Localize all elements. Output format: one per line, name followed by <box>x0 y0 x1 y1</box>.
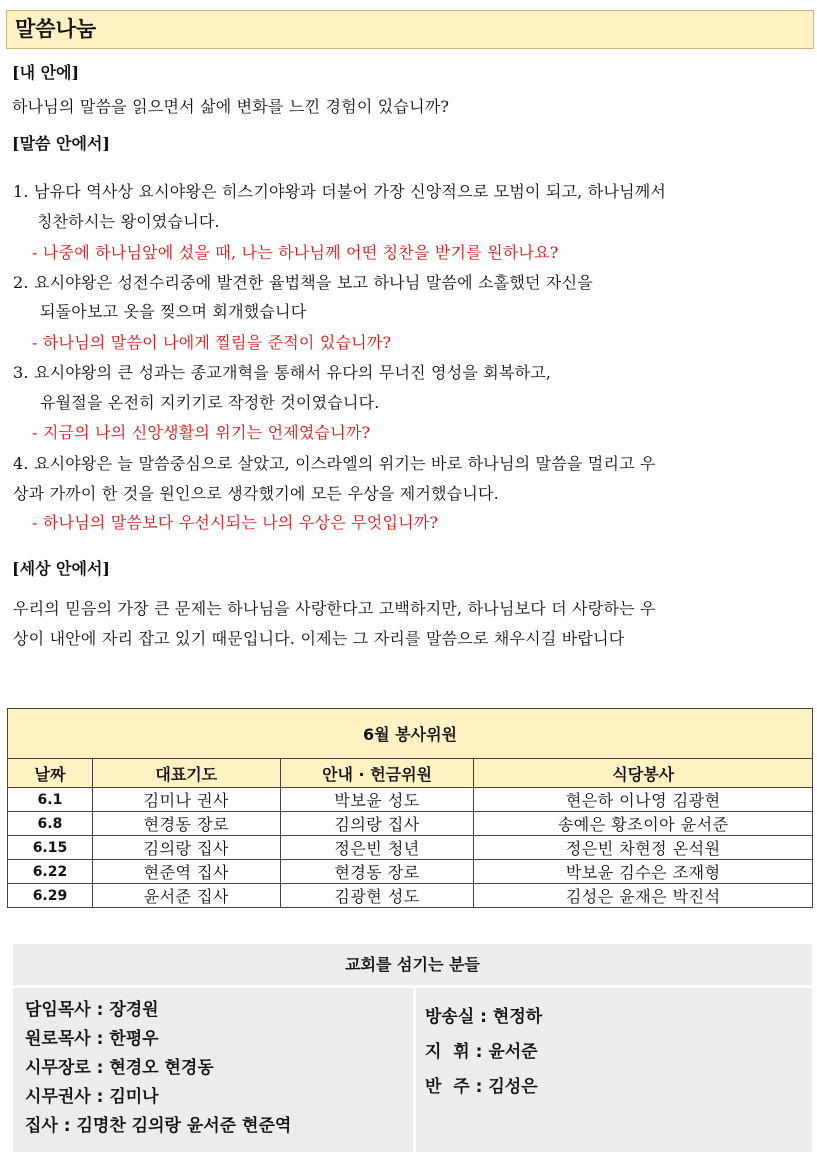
cell-kitchen: 김성은 윤재은 박진석 <box>474 884 813 908</box>
staff-conductor: 지 휘 : 윤서준 <box>425 1042 538 1062</box>
page-title: 말씀나눔 <box>6 10 814 49</box>
staff-divider-vertical <box>413 987 416 1152</box>
cell-date: 6.29 <box>8 884 93 908</box>
staff-elders: 시무장로 : 현경오 현경동 <box>25 1058 214 1078</box>
staff-box <box>13 944 812 1152</box>
staff-left-column <box>25 996 291 1141</box>
staff-deacons: 집사 : 김명찬 김의랑 윤서준 현준역 <box>25 1116 292 1136</box>
cell-prayer: 현경동 장로 <box>92 812 280 836</box>
world-line-2: 상이 내안에 자리 잡고 있기 때문입니다. 이제는 그 자리를 말씀으로 채우시길 바랍니다 <box>13 629 625 648</box>
cell-prayer: 윤서준 집사 <box>92 884 280 908</box>
column-header-usher: 안내 · 헌금위원 <box>280 759 474 788</box>
cell-date: 6.1 <box>8 788 93 812</box>
column-header-kitchen: 식당봉사 <box>474 759 813 788</box>
cell-usher: 정은빈 청년 <box>280 836 474 860</box>
section-heading-world: [세상 안에서] <box>12 559 110 578</box>
word-item-4-question: - 하나님의 말씀보다 우선시되는 나의 우상은 무엇입니까? <box>32 513 439 532</box>
word-item-1-question: - 나중에 하나님앞에 섰을 때, 나는 하나님께 어떤 칭찬을 받기를 원하나요? <box>32 243 559 262</box>
cell-date: 6.22 <box>8 860 93 884</box>
service-table <box>7 708 813 908</box>
word-item-2-line-2: 되돌아보고 옷을 찢으며 회개했습니다 <box>40 302 307 321</box>
staff-senior-pastor: 담임목사 : 장경원 <box>25 1000 159 1020</box>
table-row <box>8 812 813 836</box>
word-item-4-line-1: 4. 요시야왕은 늘 말씀중심으로 살았고, 이스라엘의 위기는 바로 하나님의 말씀을 멀리고 우 <box>13 454 656 473</box>
cell-kitchen: 송예은 황조이아 윤서준 <box>474 812 813 836</box>
section-heading-word: [말씀 안에서] <box>12 134 110 153</box>
column-header-date: 날짜 <box>8 759 93 788</box>
cell-kitchen: 현은하 이나영 김광현 <box>474 788 813 812</box>
table-row <box>8 836 813 860</box>
word-item-3-line-2: 유월절을 온전히 지키기로 작정한 것이였습니다. <box>40 393 380 412</box>
service-table-caption: 6월 봉사위원 <box>8 709 813 759</box>
staff-right-column <box>425 1000 542 1105</box>
cell-kitchen: 정은빈 차현정 온석원 <box>474 836 813 860</box>
word-item-1-line-2: 칭찬하시는 왕이였습니다. <box>37 212 220 231</box>
world-line-1: 우리의 믿음의 가장 큰 문제는 하나님을 사랑한다고 고백하지만, 하나님보다 더 사랑하는 우 <box>13 599 656 618</box>
cell-usher: 현경동 장로 <box>280 860 474 884</box>
section-heading-inner: [내 안에] <box>12 63 80 82</box>
cell-usher: 박보윤 성도 <box>280 788 474 812</box>
cell-prayer: 김미나 권사 <box>92 788 280 812</box>
word-item-4-line-2: 상과 가까이 한 것을 원인으로 생각했기에 모든 우상을 제거했습니다. <box>13 484 499 503</box>
cell-usher: 김의랑 집사 <box>280 812 474 836</box>
staff-deaconess: 시무권사 : 김미나 <box>25 1087 159 1107</box>
cell-date: 6.15 <box>8 836 93 860</box>
word-item-3-question: - 지금의 나의 신앙생활의 위기는 언제였습니까? <box>32 423 371 442</box>
table-row <box>8 860 813 884</box>
staff-accompanist: 반 주 : 김성은 <box>425 1077 538 1097</box>
table-row <box>8 788 813 812</box>
staff-emeritus-pastor: 원로목사 : 한평우 <box>25 1029 159 1049</box>
inner-question: 하나님의 말씀을 읽으면서 삶에 변화를 느낀 경험이 있습니까? <box>12 97 450 116</box>
staff-broadcast: 방송실 : 현정하 <box>425 1007 543 1027</box>
cell-prayer: 현준역 집사 <box>92 860 280 884</box>
column-header-prayer: 대표기도 <box>92 759 280 788</box>
cell-prayer: 김의랑 집사 <box>92 836 280 860</box>
table-row <box>8 884 813 908</box>
cell-date: 6.8 <box>8 812 93 836</box>
word-item-2-line-1: 2. 요시야왕은 성전수리중에 발견한 율법책을 보고 하나님 말씀에 소홀했던 자신을 <box>13 273 593 292</box>
word-item-1-line-1: 1. 남유다 역사상 요시야왕은 히스기야왕과 더불어 가장 신앙적으로 모범이 되고, 하나님께서 <box>13 182 667 201</box>
cell-kitchen: 박보윤 김수은 조재형 <box>474 860 813 884</box>
word-item-2-question: - 하나님의 말씀이 나에게 찔림을 준적이 있습니까? <box>32 333 392 352</box>
word-item-3-line-1: 3. 요시야왕의 큰 성과는 종교개혁을 통해서 유다의 무너진 영성을 회복하고, <box>13 363 552 382</box>
cell-usher: 김광현 성도 <box>280 884 474 908</box>
staff-title: 교회를 섬기는 분들 <box>345 955 480 974</box>
